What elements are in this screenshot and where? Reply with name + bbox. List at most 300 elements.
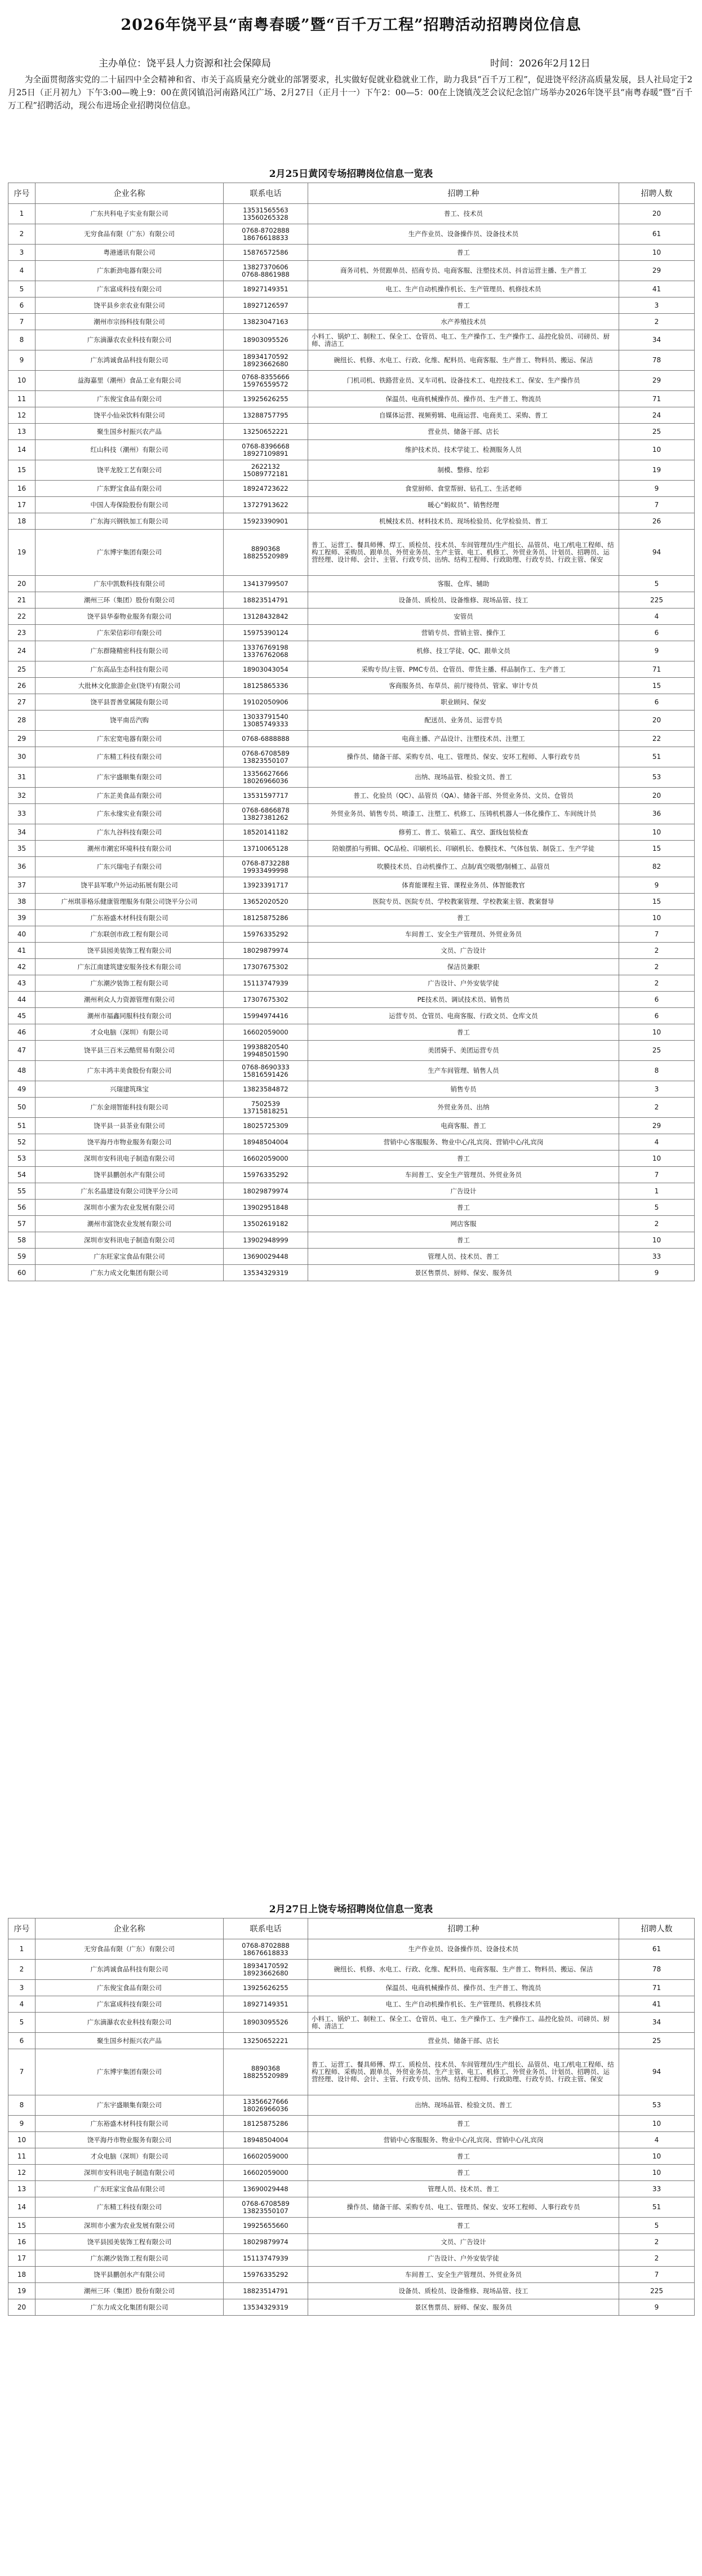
table-row: [8, 261, 695, 281]
hire-count: 7: [619, 497, 695, 513]
row-number: 14: [8, 440, 35, 460]
row-number: 10: [8, 2132, 35, 2148]
table-row: [8, 204, 695, 224]
hire-count: 9: [619, 481, 695, 497]
row-number: 29: [8, 731, 35, 747]
hire-count: 2: [619, 2250, 695, 2267]
job-types: 生产车间管理、销售人员: [308, 1061, 619, 1081]
table-row: [8, 2181, 695, 2197]
row-number: 31: [8, 767, 35, 788]
hire-count: 29: [619, 371, 695, 391]
job-types: 管理人员、技术员、普工: [308, 2181, 619, 2197]
job-types: PE技术员、调试技术员、销售员: [308, 992, 619, 1008]
job-types: 制模、整修、绘彩: [308, 460, 619, 481]
job-types: 医院专员、医院专员、学校教案管理、学校教案主管、教案督导: [308, 894, 619, 910]
row-number: 35: [8, 841, 35, 857]
contact-phone: 18927149351: [224, 1996, 308, 2013]
table-row: [8, 625, 695, 641]
table-row: [8, 1200, 695, 1216]
table-row: [8, 2049, 695, 2095]
job-types: 暖心“蚂蚁员”、销售经理: [308, 497, 619, 513]
hire-count: 9: [619, 877, 695, 894]
job-types: 普工: [308, 245, 619, 261]
table-row: [8, 481, 695, 497]
job-types: 保洁员兼职: [308, 959, 619, 975]
contact-phone: 15975390124: [224, 625, 308, 641]
company-name: 饶平县鹏创水产有限公司: [35, 1167, 224, 1183]
job-types: 陪娘摆拍与剪辑、QC品检、印刷机长、印刷机长、卷膜技术、气体包装、制袋工、生产学徒: [308, 841, 619, 857]
table-row: [8, 440, 695, 460]
row-number: 19: [8, 2283, 35, 2299]
row-number: 47: [8, 1041, 35, 1061]
table-row: [8, 1996, 695, 2013]
company-name: 饶平县华泰物业服务有限公司: [35, 609, 224, 625]
row-number: 28: [8, 710, 35, 731]
hire-count: 53: [619, 2095, 695, 2116]
company-name: 中国人寿保险股份有限公司: [35, 497, 224, 513]
company-name: 潮州市宗扬科技有限公司: [35, 314, 224, 330]
hire-count: 61: [619, 224, 695, 245]
row-number: 18: [8, 2267, 35, 2283]
contact-phone: 15876572586: [224, 245, 308, 261]
contact-phone: 18025725309: [224, 1118, 308, 1134]
contact-phone: 0768-8355666 15976559572: [224, 371, 308, 391]
row-number: 14: [8, 2197, 35, 2218]
hire-count: 5: [619, 576, 695, 592]
header-count: 招聘人数: [619, 1918, 695, 1939]
table-row: [8, 1134, 695, 1151]
contact-phone: 13356627666 18026966036: [224, 767, 308, 788]
table-row: [8, 592, 695, 609]
hire-count: 82: [619, 857, 695, 877]
job-types: 普工、运营工、餐具师傅、焊工、质检员、技术员、车间管理员/生产组长、品管员、电工/机电工程师、结构工程师、采购员、跟单员、外贸业务员、生产主管、电工、机修工、外贸业务员、计划员、招聘员、运营经理、设计师、会计、主管、行政专员、出纳、结构工程师、行政助理、行政专员、行政主管、保安: [308, 2049, 619, 2095]
job-types: 出纳、现场品管、检验文员、普工: [308, 767, 619, 788]
row-number: 48: [8, 1061, 35, 1081]
row-number: 1: [8, 204, 35, 224]
row-number: 44: [8, 992, 35, 1008]
company-name: 饶平县一县茶业有限公司: [35, 1118, 224, 1134]
contact-phone: 18029879974: [224, 1183, 308, 1200]
job-types: 体育能课程主管、课程业务员、体智能教官: [308, 877, 619, 894]
contact-phone: 15994974416: [224, 1008, 308, 1024]
contact-phone: 18520141182: [224, 824, 308, 841]
row-number: 46: [8, 1024, 35, 1041]
row-number: 4: [8, 261, 35, 281]
job-types: 普工: [308, 2165, 619, 2181]
table-row: [8, 497, 695, 513]
table-row: [8, 959, 695, 975]
hire-count: 225: [619, 2283, 695, 2299]
hire-count: 4: [619, 1134, 695, 1151]
contact-phone: 18823514791: [224, 2283, 308, 2299]
row-number: 16: [8, 481, 35, 497]
job-types: 客服、仓库、辅助: [308, 576, 619, 592]
company-name: 聚生国乡村振兴农产品: [35, 424, 224, 440]
organizer-line: 主办单位：饶平县人力资源和社会保障局: [99, 58, 271, 69]
contact-phone: 15976335292: [224, 1167, 308, 1183]
company-name: 才众电脑（深圳）有限公司: [35, 2148, 224, 2165]
contact-phone: 13923391717: [224, 877, 308, 894]
table-row: [8, 804, 695, 824]
row-number: 38: [8, 894, 35, 910]
hire-count: 7: [619, 926, 695, 943]
header-company: 企业名称: [35, 1918, 224, 1939]
row-number: 40: [8, 926, 35, 943]
company-name: 广东宏宽电器有限公司: [35, 731, 224, 747]
job-types: 碗纽长、机修、水电工、行政、化维、配料员、电商客服、生产普工、物料员、搬运、保洁: [308, 1960, 619, 1980]
jobs-table: [8, 183, 695, 1281]
hire-count: 26: [619, 513, 695, 530]
hire-count: 3: [619, 1081, 695, 1098]
table-row: [8, 1098, 695, 1118]
contact-phone: 8890368 18825520989: [224, 2049, 308, 2095]
table-row: [8, 2165, 695, 2181]
row-number: 26: [8, 678, 35, 694]
company-name: 潮州三环（集团）股份有限公司: [35, 592, 224, 609]
job-types: 自媒体运营、视频剪辑、电商运营、电商美工、采购、普工: [308, 407, 619, 424]
company-name: 益海嘉里（潮州）食品工业有限公司: [35, 371, 224, 391]
contact-phone: 15976335292: [224, 2267, 308, 2283]
table-row: [8, 1008, 695, 1024]
contact-phone: 18903095526: [224, 2013, 308, 2033]
hire-count: 7: [619, 2267, 695, 2283]
header-company: 企业名称: [35, 183, 224, 204]
table-row: [8, 245, 695, 261]
company-name: 广东芷美食品有限公司: [35, 788, 224, 804]
contact-phone: 18125865336: [224, 678, 308, 694]
hire-count: 1: [619, 1183, 695, 1200]
job-types: 普工: [308, 2116, 619, 2132]
contact-phone: 13413799507: [224, 576, 308, 592]
hire-count: 2: [619, 2234, 695, 2250]
row-number: 16: [8, 2234, 35, 2250]
hire-count: 9: [619, 2299, 695, 2316]
company-name: 广东荣信彩印有限公司: [35, 625, 224, 641]
company-name: 饶平县园美装饰工程有限公司: [35, 2234, 224, 2250]
table-row: [8, 1151, 695, 1167]
job-types: 机修、技工学徒、QC、跟单文员: [308, 641, 619, 661]
contact-phone: 13902948999: [224, 1232, 308, 1249]
header-jobs: 招聘工种: [308, 183, 619, 204]
contact-phone: 18934170592 18923662680: [224, 1960, 308, 1980]
intro-paragraph: 为全面贯彻落实党的二十届四中全会精神和省、市关于高质量充分就业的部署要求，扎实做好促就业稳就业工作，助力我县“百千万工程”，促进饶平经济高质量发展，县人社局定于2月25日（正月初九）下午3:00—晚上9：00在黄冈镇沿河南路风江广场、2月27日（正月十一）下午2：00—5：00在上饶镇茂芝会议纪念馆广场举办2026年饶平县“南粤春暖”暨“百千万工程”招聘活动，现公布进场企业招聘岗位信息。: [8, 75, 692, 110]
row-number: 60: [8, 1265, 35, 1281]
hire-count: 2: [619, 959, 695, 975]
table-row: [8, 975, 695, 992]
hire-count: 10: [619, 245, 695, 261]
table-row: [8, 1041, 695, 1061]
contact-phone: 18948504004: [224, 1134, 308, 1151]
contact-phone: 15113747939: [224, 975, 308, 992]
company-name: 粤港通讯有限公司: [35, 245, 224, 261]
contact-phone: 13128432842: [224, 609, 308, 625]
hire-count: 51: [619, 2197, 695, 2218]
table-row: [8, 2197, 695, 2218]
row-number: 8: [8, 330, 35, 350]
table-row: [8, 513, 695, 530]
table-row: [8, 576, 695, 592]
jobs-table: [8, 1918, 695, 2316]
company-name: 广东潮汐装饰工程有限公司: [35, 975, 224, 992]
contact-phone: 15113747939: [224, 2250, 308, 2267]
hire-count: 25: [619, 2033, 695, 2049]
contact-phone: 18823514791: [224, 592, 308, 609]
date-line: 时间：2026年2月12日: [490, 58, 590, 69]
company-name: 广东博宇集团有限公司: [35, 530, 224, 576]
job-types: 普工、技术员: [308, 204, 619, 224]
contact-phone: 13250652221: [224, 424, 308, 440]
table-header-row: [8, 183, 695, 204]
row-number: 21: [8, 592, 35, 609]
table-row: [8, 1183, 695, 1200]
table-row: [8, 224, 695, 245]
hire-count: 10: [619, 910, 695, 926]
row-number: 12: [8, 2165, 35, 2181]
table-row: [8, 297, 695, 314]
row-number: 45: [8, 1008, 35, 1024]
contact-phone: 18125875286: [224, 2116, 308, 2132]
hire-count: 6: [619, 1008, 695, 1024]
row-number: 54: [8, 1167, 35, 1183]
row-number: 20: [8, 2299, 35, 2316]
hire-count: 2: [619, 943, 695, 959]
job-types: 普工: [308, 1200, 619, 1216]
company-name: 饶平县三百米云酷贸易有限公司: [35, 1041, 224, 1061]
row-number: 52: [8, 1134, 35, 1151]
company-name: 饶平县乡亲农业有限公司: [35, 297, 224, 314]
contact-phone: 13823584872: [224, 1081, 308, 1098]
table-row: [8, 609, 695, 625]
company-name: 广东精工科技有限公司: [35, 2197, 224, 2218]
contact-phone: 13925626255: [224, 1980, 308, 1996]
table-row: [8, 824, 695, 841]
table-body: [8, 204, 695, 1281]
row-number: 23: [8, 625, 35, 641]
job-types: 营业员、储备干部、店长: [308, 424, 619, 440]
hire-count: 2: [619, 1216, 695, 1232]
job-types: 广告设计: [308, 1183, 619, 1200]
job-types: 普工、运营工、餐具师傅、焊工、质检员、技术员、车间管理员/生产组长、品管员、电工/机电工程师、结构工程师、采购员、跟单员、外贸业务员、生产主管、电工、机修工、外贸业务员、计划员、招聘员、运营经理、设计师、会计、主管、行政专员、出纳、结构工程师、行政助理、行政专员、行政主管、保安: [308, 530, 619, 576]
company-name: 广东俊宝食品有限公司: [35, 1980, 224, 1996]
row-number: 3: [8, 1980, 35, 1996]
company-name: 潮州市潮宏环境科技有限公司: [35, 841, 224, 857]
job-types: 普工: [308, 1024, 619, 1041]
row-number: 25: [8, 661, 35, 678]
row-number: 8: [8, 2095, 35, 2116]
hire-count: 20: [619, 204, 695, 224]
hire-count: 25: [619, 1041, 695, 1061]
row-number: 36: [8, 857, 35, 877]
job-types: 文员、广告设计: [308, 2234, 619, 2250]
company-name: 饶平县晋善堂属陵有限公司: [35, 694, 224, 710]
contact-phone: 15976335292: [224, 926, 308, 943]
row-number: 18: [8, 513, 35, 530]
row-number: 7: [8, 2049, 35, 2095]
header-phone: 联系电话: [224, 1918, 308, 1939]
row-number: 17: [8, 497, 35, 513]
hire-count: 94: [619, 2049, 695, 2095]
company-name: 饶平县鹏创水产有限公司: [35, 2267, 224, 2283]
job-types: 管理人员、技术员、普工: [308, 1249, 619, 1265]
contact-phone: 19938820540 19948501590: [224, 1041, 308, 1061]
table-row: [8, 910, 695, 926]
hire-count: 20: [619, 788, 695, 804]
row-number: 34: [8, 824, 35, 841]
job-types: 普工: [308, 1151, 619, 1167]
hire-count: 225: [619, 592, 695, 609]
hire-count: 8: [619, 1061, 695, 1081]
table-row: [8, 841, 695, 857]
company-name: 广东富成科技有限公司: [35, 281, 224, 297]
row-number: 6: [8, 2033, 35, 2049]
company-name: 广东滴瀑农农业科技有限公司: [35, 2013, 224, 2033]
table-row: [8, 2218, 695, 2234]
contact-phone: 18029879974: [224, 943, 308, 959]
contact-phone: 13902951848: [224, 1200, 308, 1216]
contact-phone: 16602059000: [224, 1151, 308, 1167]
company-name: 饶平海丹市物业服务有限公司: [35, 1134, 224, 1151]
company-name: 深圳市小蜜为农业发展有限公司: [35, 1200, 224, 1216]
hire-count: 10: [619, 440, 695, 460]
hire-count: 22: [619, 731, 695, 747]
table-row: [8, 2132, 695, 2148]
company-name: 广东海兴钢铁加工有限公司: [35, 513, 224, 530]
row-number: 39: [8, 910, 35, 926]
table-row: [8, 350, 695, 371]
contact-phone: 13356627666 18026966036: [224, 2095, 308, 2116]
table-row: [8, 877, 695, 894]
contact-phone: 0768-8702888 18676618833: [224, 1939, 308, 1960]
job-types: 操作员、储备干部、采购专员、电工、管理员、保安、安环工程师、人事行政专员: [308, 747, 619, 767]
table-row: [8, 1024, 695, 1041]
job-types: 小料工、锅炉工、制粒工、保全工、仓管员、电工、生产操作工、生产操作工、品控化验员、司磅员、厨师、清洁工: [308, 2013, 619, 2033]
row-number: 2: [8, 224, 35, 245]
hire-count: 2: [619, 1098, 695, 1118]
company-name: 广东力成文化集团有限公司: [35, 2299, 224, 2316]
contact-phone: 0768-6866878 13827381262: [224, 804, 308, 824]
job-types: 电工、生产自动机操作机长、生产管理员、机修技术员: [308, 281, 619, 297]
job-types: 营业员、储备干部、店长: [308, 2033, 619, 2049]
job-types: 普工: [308, 2148, 619, 2165]
job-types: 吹膜技术员、自动机操作工、点制/真空吸塑/制桶工、品管员: [308, 857, 619, 877]
company-name: 潮州市福鑫同服科技有限公司: [35, 1008, 224, 1024]
table-row: [8, 926, 695, 943]
table-row: [8, 694, 695, 710]
company-name: 广东江南建筑建安服务技术有限公司: [35, 959, 224, 975]
contact-phone: 8890368 18825520989: [224, 530, 308, 576]
table-row: [8, 460, 695, 481]
job-types: 职业顾问、保安: [308, 694, 619, 710]
contact-phone: 13690029448: [224, 2181, 308, 2197]
hire-count: 41: [619, 281, 695, 297]
hire-count: 10: [619, 2148, 695, 2165]
hire-count: 41: [619, 1996, 695, 2013]
table-row: [8, 2116, 695, 2132]
row-number: 58: [8, 1232, 35, 1249]
company-name: 广东高品生态科技有限公司: [35, 661, 224, 678]
row-number: 17: [8, 2250, 35, 2267]
hire-count: 6: [619, 625, 695, 641]
header-count: 招聘人数: [619, 183, 695, 204]
table-row: [8, 767, 695, 788]
row-number: 50: [8, 1098, 35, 1118]
table-row: [8, 281, 695, 297]
contact-phone: 0768-8702888 18676618833: [224, 224, 308, 245]
company-name: 红山科技（潮州）有限公司: [35, 440, 224, 460]
row-number: 5: [8, 2013, 35, 2033]
company-name: 饶平海丹市物业服务有限公司: [35, 2132, 224, 2148]
row-number: 5: [8, 281, 35, 297]
company-name: 广东野宝食品有限公司: [35, 481, 224, 497]
job-types: 小料工、锅炉工、制粒工、保全工、仓管员、电工、生产操作工、生产操作工、品控化验员、司磅员、厨师、清洁工: [308, 330, 619, 350]
company-name: 才众电脑（深圳）有限公司: [35, 1024, 224, 1041]
table-row: [8, 1081, 695, 1098]
hire-count: 10: [619, 1232, 695, 1249]
company-name: 广东永缘实业有限公司: [35, 804, 224, 824]
company-name: 广东宇盛顺集有限公司: [35, 2095, 224, 2116]
company-name: 饶平县园美装饰工程有限公司: [35, 943, 224, 959]
company-name: 广东博宇集团有限公司: [35, 2049, 224, 2095]
hire-count: 10: [619, 824, 695, 841]
job-types: 广告设计、户外安装学徒: [308, 975, 619, 992]
contact-phone: 13727913622: [224, 497, 308, 513]
table-row: [8, 2148, 695, 2165]
hire-count: 24: [619, 407, 695, 424]
company-name: 饶平龙胶工艺有限公司: [35, 460, 224, 481]
company-name: 饶平南岳汽购: [35, 710, 224, 731]
row-number: 53: [8, 1151, 35, 1167]
company-name: 广东兴瑞电子有限公司: [35, 857, 224, 877]
table-row: [8, 2283, 695, 2299]
table-row: [8, 530, 695, 576]
job-types: 车间普工、安全生产管理员、外贸业务员: [308, 926, 619, 943]
contact-phone: 0768-6888888: [224, 731, 308, 747]
company-name: 深圳市小蜜为农业发展有限公司: [35, 2218, 224, 2234]
contact-phone: 13534329319: [224, 2299, 308, 2316]
contact-phone: 13502619182: [224, 1216, 308, 1232]
job-types: 美团骑手、美团运营专员: [308, 1041, 619, 1061]
contact-phone: 15923390901: [224, 513, 308, 530]
row-number: 1: [8, 1939, 35, 1960]
hire-count: 61: [619, 1939, 695, 1960]
company-name: 广东新劲电器有限公司: [35, 261, 224, 281]
company-name: 潮州市富饶农业发展有限公司: [35, 1216, 224, 1232]
job-types: 运营专员、仓管员、电商客服、行政文员、仓库文员: [308, 1008, 619, 1024]
company-name: 广东潮汐装饰工程有限公司: [35, 2250, 224, 2267]
hire-count: 36: [619, 804, 695, 824]
job-types: 普工: [308, 1232, 619, 1249]
company-name: 广东联创市政工程有限公司: [35, 926, 224, 943]
row-number: 43: [8, 975, 35, 992]
company-name: 广东鸿诚食品科技有限公司: [35, 1960, 224, 1980]
contact-phone: 2622132 15089772181: [224, 460, 308, 481]
company-name: 广东丰鸿丰美食股份有限公司: [35, 1061, 224, 1081]
table-row: [8, 747, 695, 767]
company-name: 广东滴瀑农农业科技有限公司: [35, 330, 224, 350]
hire-count: 94: [619, 530, 695, 576]
contact-phone: 18924723622: [224, 481, 308, 497]
hire-count: 2: [619, 975, 695, 992]
row-number: 3: [8, 245, 35, 261]
job-types: 生产作业员、设备操作员、设备技术员: [308, 224, 619, 245]
job-types: 营销专员、营销主管、操作工: [308, 625, 619, 641]
hire-count: 2: [619, 314, 695, 330]
contact-phone: 18934170592 18923662680: [224, 350, 308, 371]
hire-count: 15: [619, 894, 695, 910]
company-name: 潮州利众人力资源管理有限公司: [35, 992, 224, 1008]
contact-phone: 16602059000: [224, 2165, 308, 2181]
contact-phone: 13925626255: [224, 391, 308, 407]
